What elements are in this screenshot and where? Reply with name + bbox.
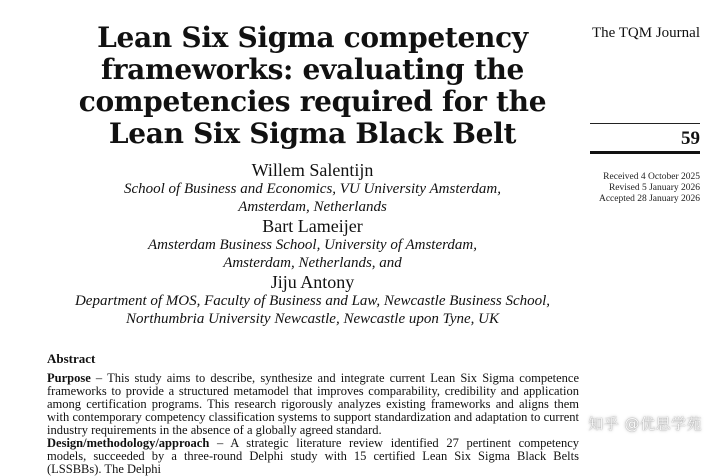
paper-title	[60, 22, 565, 150]
purpose-text: – This study aims to describe, synthesize and integrate current Lean Six Sigma competence frameworks to provide a structured metamodel that improves comparability, credibility and application among certification programs. This research rigorously analyzes existing frameworks and aligns them with contemporary competency classification systems to support standardization and adaptation to current industry requirements in the absence of a globally agreed standard.	[47, 371, 579, 437]
journal-name: The TQM Journal	[591, 25, 700, 41]
design-text: – A strategic literature review identified 27 pertinent competency models, succeeded by a three-round Delphi study with 15 certified Lean Six Sigma Black Belts (LSSBBs). The Delphi	[47, 436, 579, 476]
author-affiliation: Amsterdam Business School, University of Amsterdam,	[148, 237, 477, 253]
abstract-design	[47, 437, 579, 476]
author-block	[40, 160, 585, 328]
author-affiliation: Department of MOS, Faculty of Business and Law, Newcastle Business School,	[74, 293, 551, 309]
author-name: Jiju Antony	[270, 272, 355, 292]
author-affiliation: Northumbria University Newcastle, Newcastle upon Tyne, UK	[125, 311, 500, 327]
header-rule-thick	[590, 151, 700, 154]
title-line: competencies required for the	[78, 85, 547, 118]
title-line: Lean Six Sigma Black Belt	[108, 117, 517, 150]
design-label: Design/methodology/approach	[47, 436, 210, 450]
article-dates	[599, 172, 700, 205]
title-line: Lean Six Sigma competency	[97, 21, 528, 54]
revised-date: Revised 5 January 2026	[608, 183, 700, 193]
received-date: Received 4 October 2025	[603, 172, 700, 182]
author-affiliation: Amsterdam, Netherlands	[238, 199, 387, 215]
accepted-date: Accepted 28 January 2026	[598, 194, 700, 204]
abstract-section	[47, 352, 579, 476]
abstract-heading: Abstract	[47, 351, 96, 366]
title-line: frameworks: evaluating the	[100, 53, 525, 86]
author-affiliation: Amsterdam, Netherlands, and	[223, 255, 402, 271]
author-affiliation: School of Business and Economics, VU University Amsterdam,	[123, 181, 502, 197]
watermark-text: 知乎 @优思学苑	[588, 415, 702, 433]
header-rule-thin	[590, 123, 700, 124]
purpose-label: Purpose	[47, 371, 91, 385]
author-name: Willem Salentijn	[251, 160, 374, 180]
abstract-purpose	[47, 372, 579, 437]
page-number: 59	[681, 128, 700, 149]
author-name: Bart Lameijer	[262, 216, 363, 236]
